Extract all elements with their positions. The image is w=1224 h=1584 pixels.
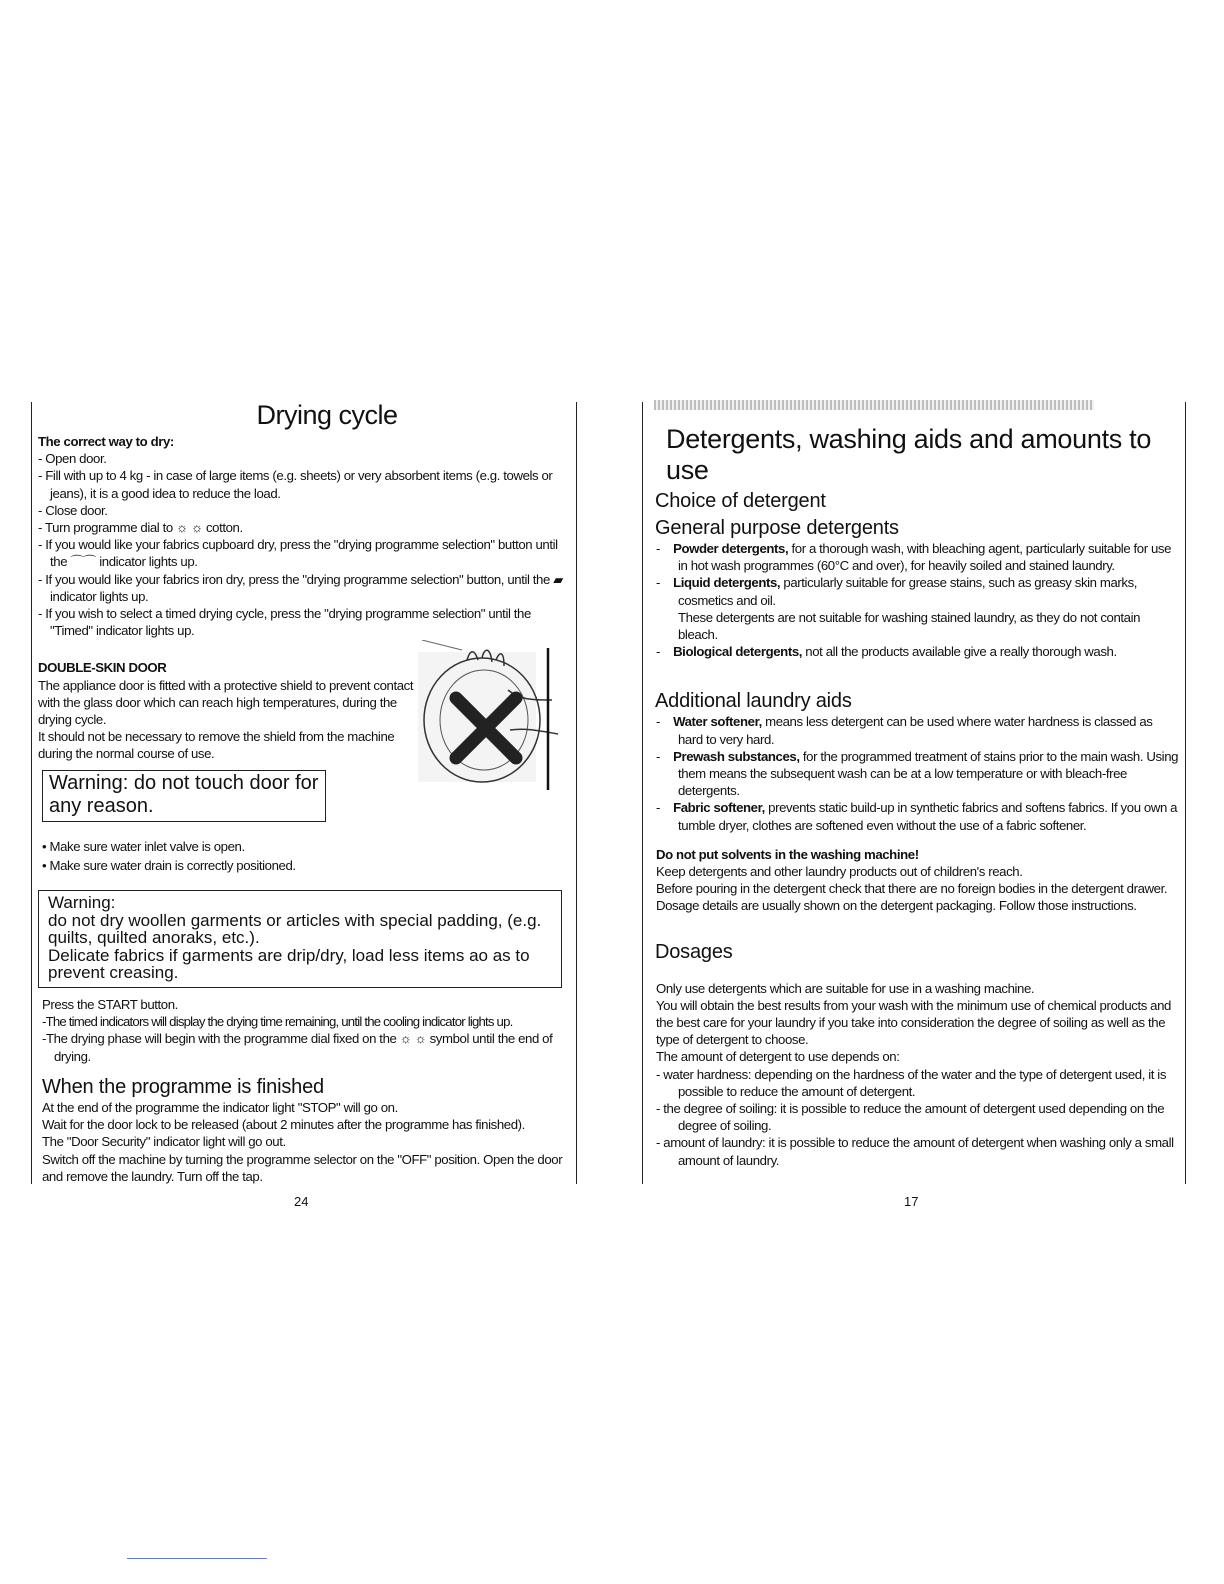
door-shield-illustration bbox=[412, 640, 562, 795]
list-item: - the degree of soiling: it is possible to reduce the amount of detergent used depending on the degree of soiling. bbox=[656, 1101, 1165, 1134]
start-section bbox=[42, 996, 562, 1065]
page-title: Drying cycle bbox=[256, 400, 398, 430]
door-section bbox=[38, 659, 414, 762]
dosages-text: The amount of detergent to use depends on: bbox=[656, 1049, 900, 1065]
list-item: - Fill with up to 4 kg - in case of large items (e.g. sheets) or very absorbent items (e.g. towels or jeans), it is a good idea to reduce the load. bbox=[38, 468, 553, 501]
general-list bbox=[656, 540, 1180, 660]
warning-text: Delicate fabrics if garments are drip/dry, load less items ao as to prevent creasing. bbox=[48, 945, 530, 983]
warning-text: Warning: do not touch door for any reason. bbox=[49, 772, 319, 817]
finished-section bbox=[42, 1076, 568, 1185]
scan-artifact-line bbox=[127, 1558, 267, 1559]
solvents-text: Dosage details are usually shown on the detergent packaging. Follow those instructions. bbox=[656, 898, 1137, 914]
solvents-heading: Do not put solvents in the washing machine! bbox=[656, 846, 919, 862]
section-heading: Dosages bbox=[655, 940, 733, 963]
warning-title: Warning: bbox=[48, 893, 116, 912]
finished-text: Switch off the machine by turning the programme selector on the "OFF" position. Open the door and remove the laundry. Turn off the tap. bbox=[42, 1151, 563, 1184]
right-page bbox=[652, 400, 1180, 1169]
finished-text: Wait for the door lock to be released (about 2 minutes after the programme has finished). bbox=[42, 1117, 525, 1133]
list-item: - water hardness: depending on the hardness of the water and the type of detergent used, it is possible to reduce the amount of detergent. bbox=[656, 1066, 1167, 1099]
list-item: • Make sure water drain is correctly positioned. bbox=[42, 858, 296, 874]
list-item: - Liquid detergents, particularly suitable for grease stains, such as greasy skin marks, cosmetics and oil. bbox=[656, 575, 1138, 608]
finished-text: The "Door Security" indicator light will go out. bbox=[42, 1134, 286, 1150]
page-number: 17 bbox=[904, 1194, 919, 1209]
dosages-text: You will obtain the best results from your wash with the minimum use of chemical products and the best care for your laundry if you take into consideration the degree of soiling as well as the type of detergent to choose. bbox=[656, 997, 1171, 1048]
warning-box-2 bbox=[38, 890, 562, 988]
dosages-section bbox=[656, 980, 1180, 1169]
warning-text: do not dry woollen garments or articles with special padding, (e.g. quilts, quilted anoraks, etc.). bbox=[48, 910, 542, 948]
solvents-section bbox=[656, 846, 1180, 915]
list-item: These detergents are not suitable for washing stained laundry, as they do not contain bleach. bbox=[678, 609, 1141, 643]
list-item: - Turn programme dial to ☼ ☼ cotton. bbox=[38, 520, 243, 536]
start-text: -The drying phase will begin with the programme dial fixed on the ☼ ☼ symbol until the end of drying. bbox=[42, 1031, 553, 1064]
section-heading: The correct way to dry: bbox=[38, 434, 174, 449]
header-stripe bbox=[654, 400, 1094, 410]
list-item: - Water softener, means less detergent can be used where water hardness is classed as hard to very hard. bbox=[656, 714, 1153, 747]
left-page-right-border bbox=[576, 402, 577, 1184]
list-item: - Powder detergents, for a thorough wash, with bleaching agent, particularly suitable for use in hot wash programmes (60°C and over), for heavily soiled and stained laundry. bbox=[656, 541, 1172, 574]
solvents-text: Keep detergents and other laundry products out of children's reach. bbox=[656, 864, 1023, 880]
steps-list bbox=[38, 450, 576, 639]
door-heading: DOUBLE-SKIN DOOR bbox=[38, 660, 167, 676]
list-item: - Biological detergents, not all the products available give a really thorough wash. bbox=[656, 644, 1117, 660]
warning-box bbox=[42, 770, 326, 822]
list-item: - Fabric softener, prevents static build-up in synthetic fabrics and softens fabrics. If you own a tumble dryer, clothes are softened even without the use of a fabric softener. bbox=[656, 800, 1178, 833]
start-text: -The timed indicators will display the drying time remaining, until the cooling indicator lights up. bbox=[42, 1014, 513, 1030]
finished-heading: When the programme is finished bbox=[42, 1076, 324, 1098]
page-number: 24 bbox=[294, 1194, 309, 1209]
list-item: • Make sure water inlet valve is open. bbox=[42, 839, 245, 854]
list-item: - If you would like your fabrics cupboard dry, press the "drying programme selection" button until the ⌒⌒ indicator lights up. bbox=[38, 537, 558, 570]
right-page-right-border bbox=[1185, 402, 1186, 1184]
door-text: It should not be necessary to remove the shield from the machine during the normal course of use. bbox=[38, 729, 395, 762]
start-text: Press the START button. bbox=[42, 997, 178, 1012]
section-heading: Choice of detergent bbox=[655, 490, 826, 512]
list-item: - If you wish to select a timed drying cycle, press the "drying programme selection" until the "Timed" indicator lights up. bbox=[38, 606, 531, 639]
solvents-text: Before pouring in the detergent check that there are no foreign bodies in the detergent drawer. bbox=[656, 881, 1168, 897]
checks-list bbox=[42, 838, 296, 874]
list-item: - Prewash substances, for the programmed treatment of stains prior to the main wash. Using them means the subsequent wash can be at a low temperature or with bleach-free detergents. bbox=[656, 748, 1179, 799]
list-item: - amount of laundry: it is possible to reduce the amount of detergent when washing only a small amount of laundry. bbox=[656, 1135, 1174, 1168]
page-title: Detergents, washing aids and amounts to use bbox=[666, 424, 1152, 485]
list-item: - If you would like your fabrics iron dry, press the "drying programme selection" button, until the ▰ indicator lights up. bbox=[38, 571, 563, 604]
finished-text: At the end of the programme the indicator light "STOP" will go on. bbox=[42, 1100, 398, 1115]
section-heading: General purpose detergents bbox=[655, 517, 899, 539]
list-item: - Close door. bbox=[38, 502, 108, 518]
list-item: - Open door. bbox=[38, 451, 107, 467]
dosages-text: Only use detergents which are suitable for use in a washing machine. bbox=[656, 980, 1035, 996]
aids-list bbox=[656, 713, 1180, 833]
left-page bbox=[38, 400, 576, 1184]
section-heading: Additional laundry aids bbox=[655, 690, 852, 713]
left-page-border bbox=[31, 402, 32, 1184]
door-text: The appliance door is fitted with a protective shield to prevent contact with the glass door which can reach high temperatures, during the drying cycle. bbox=[38, 677, 414, 728]
right-page-border bbox=[642, 402, 643, 1184]
